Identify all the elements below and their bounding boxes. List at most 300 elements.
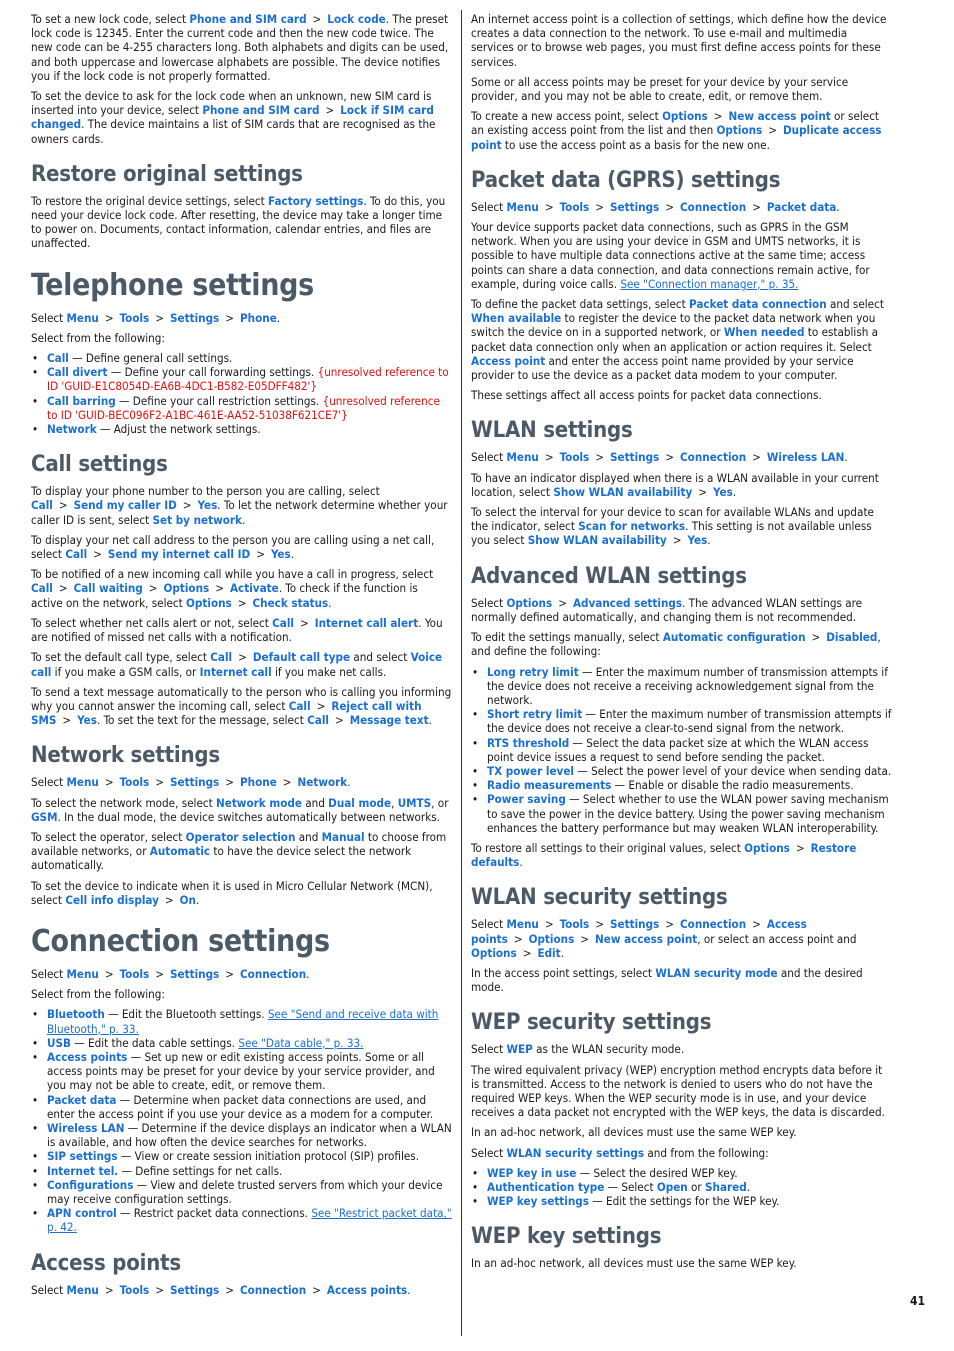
text: . In the dual mode, the device switches automatically between networks.: [57, 809, 440, 824]
link-gsm[interactable]: GSM: [31, 809, 58, 824]
link-phone-and-sim-card[interactable]: Phone and SIM card: [202, 103, 320, 118]
text: ,: [391, 795, 398, 810]
link-umts[interactable]: UMTS: [397, 795, 432, 810]
text: . The preset lock code is 12345. Enter the current code and then the new code twice. The new code can be 4-255 characters long. Both alphabets and digits can be used, and both uppercase and lowercase alphabets are possible. The device notifies you if the lock code is not properly formatted.: [31, 12, 449, 83]
path-separator: >: [768, 123, 777, 138]
text: and enter the access point name provided by your service provider to use the device as a packet data modem to your computer.: [471, 353, 854, 383]
link-yes[interactable]: Yes: [713, 484, 733, 499]
link-dual-mode[interactable]: Dual mode: [328, 795, 392, 810]
link-configurations[interactable]: Configurations: [47, 1177, 134, 1192]
list-item: [47, 1050, 452, 1093]
text: Select: [471, 450, 507, 465]
heading-wep-key-settings: WEP key settings: [471, 1224, 662, 1250]
link-internet-call[interactable]: Internet call: [199, 664, 272, 679]
path-separator: >: [104, 775, 114, 790]
column-divider: [461, 10, 462, 1336]
paragraph: [31, 616, 452, 644]
text: — View or create session initiation protocol (SIP) profiles.: [117, 1149, 420, 1164]
text: to use the access point as a basis for the new one.: [501, 137, 770, 152]
list-item: [487, 778, 892, 792]
link-call[interactable]: Call: [65, 547, 88, 562]
path-separator: >: [58, 581, 68, 596]
link-options[interactable]: Options: [662, 109, 708, 124]
paragraph: [471, 1146, 892, 1160]
list-item: [487, 792, 892, 835]
link-send-my-caller-id[interactable]: Send my caller ID: [73, 498, 177, 513]
path-separator: >: [155, 775, 165, 790]
link-options[interactable]: Options: [528, 931, 575, 946]
text: .: [732, 484, 737, 499]
link-factory-settings[interactable]: Factory settings: [268, 193, 364, 208]
link-tools[interactable]: Tools: [559, 199, 590, 214]
link-when-needed[interactable]: When needed: [723, 325, 805, 340]
link-phone[interactable]: Phone: [240, 775, 277, 790]
paragraph: These settings affect all access points for packet data connections.: [471, 388, 822, 403]
text: To display your phone number to the person you are calling, select: [31, 484, 380, 499]
link-on[interactable]: On: [179, 892, 196, 907]
text: to register the device to the packet data network when you switch the device on in a supported network, or: [471, 311, 876, 340]
xref-link[interactable]: See "Send and receive data with Bluetooth," p. 33.: [47, 1007, 439, 1036]
text: — Define your call forwarding settings.: [107, 365, 318, 380]
path-separator: >: [58, 498, 68, 513]
text: and the desired mode.: [471, 965, 863, 995]
paragraph: [471, 109, 892, 152]
paragraph-restore: [31, 194, 452, 251]
link-menu[interactable]: Menu: [506, 917, 539, 932]
xref-link[interactable]: See "Connection manager," p. 35.: [620, 276, 799, 291]
text: To set the device to ask for the lock code when an unknown, new SIM card is inserted into your device, select: [31, 89, 432, 118]
link-manual[interactable]: Manual: [321, 829, 365, 844]
path-separator: >: [752, 917, 761, 932]
text: — Select the desired WEP key.: [576, 1165, 738, 1180]
text: .: [707, 533, 711, 548]
link-call[interactable]: Call: [272, 615, 294, 630]
link-connection[interactable]: Connection: [240, 966, 307, 981]
link-show-wlan-availability[interactable]: Show WLAN availability: [553, 484, 693, 499]
list-item: [487, 707, 892, 735]
link-message-text[interactable]: Message text: [349, 713, 429, 728]
path-separator: >: [752, 450, 761, 465]
text: , or select an access point and: [697, 931, 857, 946]
link-access-points[interactable]: Access points: [47, 1049, 128, 1064]
paragraph: The wired equivalent privacy (WEP) encryption method encrypts data before it is transmitted. Access to the network is denied to users who do not have the required WEP keys. When the WEP security mode is in use, and your device receives a data packet not encrypted with the WEP keys, the data is discarded.: [471, 1062, 885, 1120]
link-connection[interactable]: Connection: [680, 199, 747, 214]
text: — Determine if the device displays an indicator when a WLAN is available, and how often the device searches for networks.: [47, 1120, 452, 1150]
menu-path-packet-data: Select Menu > Tools > Settings > Connection > Packet data.: [471, 199, 840, 214]
heading-telephone-settings: Telephone settings: [31, 267, 314, 303]
text: Select: [471, 595, 507, 610]
link-tools[interactable]: Tools: [119, 1282, 150, 1297]
heading-connection-settings: Connection settings: [31, 923, 330, 959]
text: — Select whether to use the WLAN power saving mechanism to save the power in the device battery. Using the power saving mechanism enhances the battery performance but may weaken WLAN interoperability.: [487, 792, 889, 835]
link-settings[interactable]: Settings: [610, 199, 660, 214]
text: — Enter the maximum number of transmission attempts if the device does not receive a receiving acknowledgement signal from the network.: [487, 664, 888, 707]
path-separator: >: [665, 199, 675, 214]
link-lock-code[interactable]: Lock code: [327, 12, 386, 26]
text: and from the following:: [644, 1145, 769, 1160]
link-wlan-security-settings[interactable]: WLAN security settings: [506, 1145, 645, 1160]
path-separator: >: [665, 917, 675, 932]
link-wep[interactable]: WEP: [506, 1042, 533, 1057]
paragraph: [471, 841, 892, 869]
text: — Define settings for net calls.: [118, 1163, 283, 1178]
text: — Select: [604, 1179, 657, 1194]
text: , or: [431, 795, 449, 810]
text: , and define the following:: [471, 630, 881, 659]
left-column: [31, 12, 452, 1303]
paragraph: [471, 917, 892, 960]
text: .: [195, 892, 200, 907]
right-column: [471, 12, 892, 1277]
paragraph: [31, 533, 452, 561]
path-separator: >: [334, 713, 344, 728]
link-call-divert[interactable]: Call divert: [47, 365, 108, 380]
link-yes[interactable]: Yes: [197, 498, 218, 513]
link-call-waiting[interactable]: Call waiting: [73, 581, 143, 596]
path-separator: >: [558, 595, 567, 610]
link-settings[interactable]: Settings: [170, 310, 220, 325]
text: — Select the data packet size at which the WLAN access point device issues a request to send before sending the packet.: [487, 735, 869, 764]
link-bluetooth[interactable]: Bluetooth: [47, 1007, 105, 1022]
path-separator: >: [522, 945, 532, 960]
link-phone[interactable]: Phone: [240, 310, 277, 325]
text: Select: [471, 1145, 507, 1160]
link-call[interactable]: Call: [210, 650, 233, 665]
list-item: [47, 394, 452, 422]
link-settings[interactable]: Settings: [170, 966, 220, 981]
text: and: [301, 795, 329, 810]
link-yes[interactable]: Yes: [77, 713, 97, 728]
link-tools[interactable]: Tools: [559, 917, 590, 932]
link-menu[interactable]: Menu: [66, 966, 99, 981]
link-sip-settings[interactable]: SIP settings: [47, 1149, 118, 1164]
link-send-my-internet-call-id[interactable]: Send my internet call ID: [107, 547, 251, 562]
link-apn-control[interactable]: APN control: [47, 1206, 117, 1221]
link-voice-call[interactable]: Voice call: [31, 650, 443, 679]
path-separator: >: [62, 713, 72, 728]
text: Select: [31, 310, 67, 325]
link-access-points[interactable]: Access points: [326, 1282, 408, 1297]
text: as the WLAN security mode.: [532, 1042, 685, 1057]
paragraph: [471, 596, 892, 624]
link-packet-data-connection[interactable]: Packet data connection: [689, 297, 827, 312]
list-item: [47, 1036, 452, 1050]
link-wlan-security-mode[interactable]: WLAN security mode: [655, 965, 778, 980]
link-connection[interactable]: Connection: [680, 450, 747, 465]
link-wireless-lan[interactable]: Wireless LAN: [766, 450, 845, 465]
text-select-from-following: Select from the following:: [31, 987, 165, 1002]
link-call[interactable]: Call: [47, 351, 69, 366]
text: and: [295, 829, 322, 844]
link-options[interactable]: Options: [163, 581, 210, 596]
paragraph: An internet access point is a collection of settings, which define how the device creates a data connection to the network. To use e-mail and multimedia services or to browse web pages, you must first define access points for these services.: [471, 12, 887, 69]
text: . The advanced WLAN settings are normally defined automatically, and changing them is not recommended.: [471, 595, 863, 624]
menu-path-wlan: Select Menu > Tools > Settings > Connection > Wireless LAN.: [471, 450, 848, 465]
link-access-points[interactable]: Access points: [471, 917, 807, 946]
text: To select whether net calls alert or not, select: [31, 615, 273, 630]
link-network-mode[interactable]: Network mode: [216, 795, 302, 810]
text: . To do this, you need your device lock code. After resetting, the device may take a longer time to power on. Documents, contact information, calendar entries, and files are unaffected.: [31, 193, 446, 251]
menu-path-network: Select Menu > Tools > Settings > Phone > Network.: [31, 775, 351, 790]
list-item: [47, 1164, 452, 1178]
link-scan-for-networks[interactable]: Scan for networks: [578, 519, 686, 534]
text: To be notified of a new incoming call while you have a call in progress, select: [31, 567, 434, 582]
text: — Restrict packet data connections.: [116, 1206, 312, 1221]
link-new-access-point[interactable]: New access point: [728, 109, 831, 124]
path-separator: >: [698, 484, 708, 499]
link-radio-measurements[interactable]: Radio measurements: [487, 778, 612, 793]
link-menu[interactable]: Menu: [506, 199, 539, 214]
link-rts-threshold[interactable]: RTS threshold: [487, 735, 570, 750]
link-packet-data[interactable]: Packet data: [47, 1092, 117, 1107]
link-yes[interactable]: Yes: [270, 547, 291, 562]
text: — Determine when packet data connections are used, and enter the access point if you use your device as a modem for a computer.: [47, 1092, 434, 1121]
text: Select: [31, 775, 67, 790]
text: To select the network mode, select: [31, 795, 217, 810]
text: — Set up new or edit existing access points. Some or all access points may be preset for your device by your service provider, and you may not be able to create, edit, or remove them.: [47, 1049, 435, 1093]
link-check-status[interactable]: Check status: [252, 595, 329, 610]
link-call[interactable]: Call: [31, 581, 53, 596]
path-separator: >: [256, 547, 265, 562]
list-item: [47, 1206, 452, 1234]
path-separator: >: [713, 109, 723, 124]
text: . To check if the function is active on the network, select: [31, 581, 418, 610]
list-item: [47, 1178, 452, 1206]
link-menu[interactable]: Menu: [66, 1282, 99, 1297]
path-separator: >: [104, 310, 114, 325]
path-separator: >: [325, 103, 335, 118]
text: To set the default call type, select: [31, 650, 211, 665]
link-cell-info-display[interactable]: Cell info display: [65, 892, 159, 907]
menu-path-connection: Select Menu > Tools > Settings > Connection.: [31, 966, 310, 981]
link-call[interactable]: Call: [307, 713, 329, 728]
page-number: 41: [910, 1294, 926, 1308]
path-separator: >: [595, 450, 605, 465]
link-internet-call-alert[interactable]: Internet call alert: [314, 615, 419, 630]
text: — Define general call settings.: [68, 351, 233, 366]
list-wep-options: [471, 1166, 892, 1209]
text: To restore all settings to their original values, select: [471, 840, 745, 855]
list-advanced-wlan-options: [471, 665, 892, 835]
text: — Edit the settings for the WEP key.: [588, 1194, 780, 1209]
link-call[interactable]: Call: [31, 498, 53, 513]
text: Select: [471, 917, 507, 932]
text: Select: [471, 199, 507, 214]
unresolved-reference: {unresolved reference to ID 'GUID-E1C8054D-EA6B-4DC1-B582-E05DFF482'}: [47, 365, 449, 394]
list-item: [47, 351, 452, 365]
link-options[interactable]: Options: [186, 595, 232, 610]
link-phone-and-sim-card[interactable]: Phone and SIM card: [189, 12, 307, 26]
link-options[interactable]: Options: [716, 123, 763, 138]
link-call[interactable]: Call: [288, 698, 311, 713]
path-separator: >: [93, 547, 102, 562]
link-menu[interactable]: Menu: [66, 310, 99, 325]
link-network[interactable]: Network: [297, 775, 348, 790]
link-tools[interactable]: Tools: [119, 310, 150, 325]
list-item: [487, 764, 892, 778]
text: To define the packet data settings, select: [471, 297, 690, 312]
text: or: [687, 1179, 706, 1194]
path-separator: >: [544, 450, 554, 465]
link-automatic-configuration[interactable]: Automatic configuration: [662, 630, 806, 645]
text: — Select the power level of your device when sending data.: [574, 763, 892, 778]
link-yes[interactable]: Yes: [687, 533, 708, 548]
link-new-access-point[interactable]: New access point: [595, 931, 698, 946]
link-duplicate-access-point[interactable]: Duplicate access point: [471, 123, 882, 152]
list-item: [487, 1180, 892, 1194]
heading-advanced-wlan-settings: Advanced WLAN settings: [471, 563, 747, 589]
link-activate[interactable]: Activate: [229, 581, 279, 596]
text: In the access point settings, select: [471, 965, 656, 980]
link-short-retry-limit[interactable]: Short retry limit: [487, 707, 583, 722]
path-separator: >: [312, 1282, 321, 1297]
paragraph: [471, 505, 892, 548]
link-show-wlan-availability[interactable]: Show WLAN availability: [527, 533, 667, 548]
link-power-saving[interactable]: Power saving: [487, 792, 566, 807]
link-menu[interactable]: Menu: [66, 775, 99, 790]
link-shared[interactable]: Shared: [705, 1179, 747, 1194]
path-separator: >: [811, 630, 821, 645]
link-advanced-settings[interactable]: Advanced settings: [572, 595, 683, 610]
text: . You are notified of missed net calls with a notification.: [31, 615, 443, 645]
text: To set a new lock code, select: [31, 12, 190, 26]
link-connection[interactable]: Connection: [240, 1282, 307, 1297]
text: — View and delete trusted servers from which your device may receive configuration settings.: [47, 1177, 443, 1206]
link-set-by-network[interactable]: Set by network: [152, 512, 242, 527]
text: . To set the text for the message, select: [96, 713, 308, 728]
link-options[interactable]: Options: [744, 840, 790, 855]
link-wep-key-settings[interactable]: WEP key settings: [487, 1194, 589, 1209]
link-authentication-type[interactable]: Authentication type: [487, 1179, 605, 1194]
text: — Edit the Bluetooth settings.: [104, 1007, 268, 1022]
link-call-barring[interactable]: Call barring: [47, 393, 116, 408]
heading-packet-data-settings: Packet data (GPRS) settings: [471, 167, 781, 193]
link-options[interactable]: Options: [471, 945, 517, 960]
link-access-point[interactable]: Access point: [471, 353, 546, 368]
menu-path-access-points: Select Menu > Tools > Settings > Connection > Access points.: [31, 1282, 411, 1297]
text: .: [328, 595, 332, 610]
link-open[interactable]: Open: [656, 1179, 688, 1194]
path-separator: >: [104, 966, 114, 981]
heading-call-settings: Call settings: [31, 452, 168, 478]
list-item: [47, 1093, 452, 1121]
link-tx-power-level[interactable]: TX power level: [487, 763, 575, 778]
link-operator-selection[interactable]: Operator selection: [185, 829, 296, 844]
path-separator: >: [155, 310, 165, 325]
heading-access-points: Access points: [31, 1250, 181, 1276]
text: To select the operator, select: [31, 829, 186, 844]
link-automatic[interactable]: Automatic: [149, 844, 211, 859]
heading-wep-security-settings: WEP security settings: [471, 1010, 712, 1036]
path-separator: >: [513, 931, 523, 946]
text: Select: [471, 1042, 507, 1057]
link-settings[interactable]: Settings: [610, 450, 660, 465]
link-long-retry-limit[interactable]: Long retry limit: [487, 664, 579, 679]
text: To have an indicator displayed when there is a WLAN available in your current location, select: [471, 470, 879, 499]
link-when-available[interactable]: When available: [471, 311, 562, 326]
link-disabled[interactable]: Disabled: [826, 630, 878, 645]
link-options[interactable]: Options: [506, 595, 553, 610]
text: . This setting is not available unless you select: [471, 519, 872, 548]
link-menu[interactable]: Menu: [506, 450, 539, 465]
path-separator: >: [795, 840, 805, 855]
link-wireless-lan[interactable]: Wireless LAN: [47, 1120, 125, 1135]
paragraph: [471, 1042, 892, 1056]
path-separator: >: [238, 650, 247, 665]
link-tools[interactable]: Tools: [559, 450, 590, 465]
paragraph: [31, 879, 452, 907]
paragraph: In an ad-hoc network, all devices must use the same WEP key.: [471, 1125, 797, 1140]
link-settings[interactable]: Settings: [610, 917, 660, 932]
list-item: [47, 365, 452, 393]
link-internet-tel[interactable]: Internet tel.: [47, 1163, 119, 1178]
text: To create a new access point, select: [471, 109, 663, 124]
text: — Adjust the network settings.: [96, 422, 261, 437]
text: — Enable or disable the radio measurements.: [611, 778, 854, 793]
list-item: [487, 1194, 892, 1208]
list-item: [47, 1007, 452, 1035]
xref-link[interactable]: See "Restrict packet data," p. 42.: [47, 1206, 452, 1235]
path-separator: >: [300, 615, 309, 630]
path-separator: >: [104, 1282, 114, 1297]
link-connection[interactable]: Connection: [680, 917, 747, 932]
link-tools[interactable]: Tools: [119, 775, 150, 790]
text: — Edit the data cable settings.: [70, 1035, 239, 1050]
link-packet-data[interactable]: Packet data: [766, 199, 837, 214]
link-default-call-type[interactable]: Default call type: [252, 650, 351, 665]
text: Select: [31, 1282, 67, 1297]
text: Your device supports packet data connections, such as GPRS in the GSM network. When you are using your device in GSM and UMTS networks, it is possible to have multiple data connections active at the same time; access points can share a data connection, and data connections remain active, for example, during voice calls.: [471, 220, 870, 291]
link-settings[interactable]: Settings: [170, 775, 220, 790]
path-separator: >: [164, 892, 174, 907]
link-tools[interactable]: Tools: [119, 966, 150, 981]
list-telephone-options: [31, 351, 452, 436]
text: to have the device select the network automatically.: [31, 844, 412, 873]
paragraph: [31, 650, 452, 678]
link-lock-if-sim-changed[interactable]: Lock if SIM card changed: [31, 103, 434, 132]
path-separator: >: [155, 966, 165, 981]
link-reject-call-with-sms[interactable]: Reject call with SMS: [31, 698, 422, 728]
list-connection-options: [31, 1007, 452, 1234]
link-restore-defaults[interactable]: Restore defaults: [471, 840, 857, 870]
heading-network-settings: Network settings: [31, 743, 220, 769]
path-separator: >: [752, 199, 761, 214]
path-separator: >: [312, 12, 322, 26]
link-network[interactable]: Network: [47, 422, 97, 437]
text: or select an existing access point from the list and then: [471, 109, 880, 138]
text: to establish a packet data connection only when an application or action requires it. Select: [471, 325, 879, 354]
xref-link[interactable]: See "Data cable," p. 33.: [238, 1035, 364, 1050]
link-settings[interactable]: Settings: [170, 1282, 220, 1297]
link-edit[interactable]: Edit: [537, 945, 561, 960]
path-separator: >: [182, 498, 192, 513]
link-wep-key-in-use[interactable]: WEP key in use: [487, 1165, 577, 1180]
paragraph: [31, 830, 452, 873]
paragraph: [471, 297, 892, 382]
text: if you make net calls.: [271, 664, 387, 679]
text: To restore the original device settings, select: [31, 193, 269, 208]
path-separator: >: [595, 917, 605, 932]
path-separator: >: [225, 966, 235, 981]
text: To display your net call address to the person you are calling using a net call, select: [31, 532, 435, 562]
paragraph-lock-code: [31, 12, 452, 83]
paragraph: Some or all access points may be preset for your device by your service provider, and you may not be able to create, edit, or remove them.: [471, 74, 849, 104]
text: .: [428, 713, 432, 728]
path-separator: >: [225, 775, 235, 790]
path-separator: >: [544, 199, 554, 214]
text: .: [241, 512, 246, 527]
link-usb[interactable]: USB: [47, 1035, 71, 1050]
